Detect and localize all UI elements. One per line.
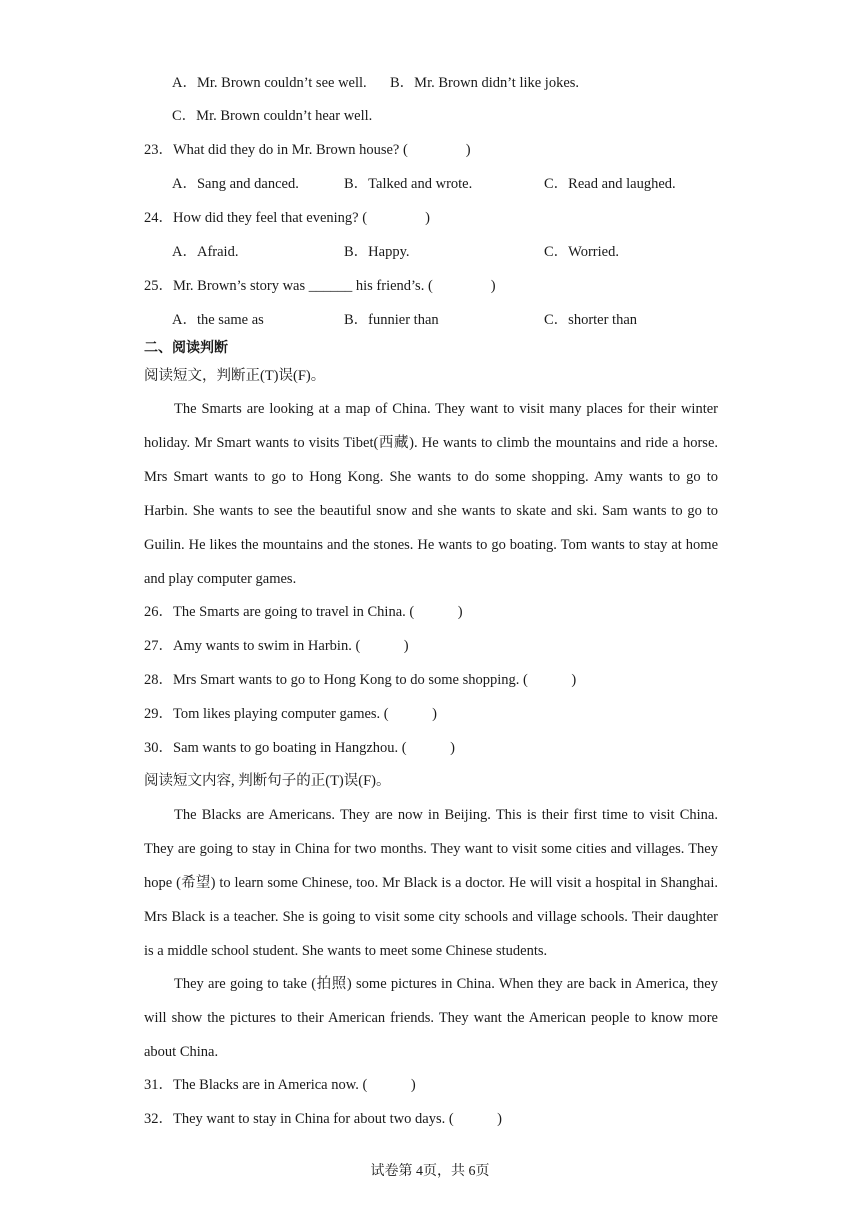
q25-option-c: C．shorter than xyxy=(544,312,638,328)
q29: 29．Tom likes playing computer games. ( ) xyxy=(144,706,437,722)
q24-option-b: B．Happy. xyxy=(344,244,410,260)
q22-option-a: A．Mr. Brown couldn’t see well. xyxy=(172,75,367,91)
q27: 27．Amy wants to swim in Harbin. ( ) xyxy=(144,638,409,654)
q22-option-b: B．Mr. Brown didn’t like jokes. xyxy=(390,75,580,91)
q24-option-a: A．Afraid. xyxy=(172,244,239,260)
q23-option-a: A．Sang and danced. xyxy=(172,176,299,192)
q25-option-b: B．funnier than xyxy=(344,312,439,328)
q23-option-b: B．Talked and wrote. xyxy=(344,176,473,192)
passage-1-text: The Smarts are looking at a map of China. They want to visit many places for their winter holiday. Mr Smart wants to visits Tibet(西藏). He wants to climb the mountains and ride a horse. Mrs Smart wants to go to Hong Kong. She wants to do some shopping. Amy wants to go to Harbin. She wants to see the beautiful snow and she wants to skate and ski. Sam wants to go to Guilin. He likes the mountains and the stones. He wants to go boating. Tom wants to stay at home and play computer games. xyxy=(144,401,718,587)
q24-option-c: C．Worried. xyxy=(544,244,619,260)
q28: 28．Mrs Smart wants to go to Hong Kong to do some shopping. ( ) xyxy=(144,672,577,688)
q22-option-c: C．Mr. Brown couldn’t hear well. xyxy=(172,108,373,124)
q30: 30．Sam wants to go boating in Hangzhou. ( ) xyxy=(144,740,455,756)
q23-stem: 23．What did they do in Mr. Brown house? ( ) xyxy=(144,142,471,158)
q26: 26．The Smarts are going to travel in China. ( ) xyxy=(144,604,463,620)
passage-2-paragraph-1 xyxy=(144,798,718,968)
instruction-1: 阅读短文，判断正(T)误(F)。 xyxy=(144,368,326,384)
q32: 32．They want to stay in China for about two days. ( ) xyxy=(144,1111,503,1127)
q31: 31．The Blacks are in America now. ( ) xyxy=(144,1077,416,1093)
instruction-2: 阅读短文内容, 判断句子的正(T)误(F)。 xyxy=(144,773,391,789)
q24-stem: 24．How did they feel that evening? ( ) xyxy=(144,210,430,226)
passage-2-paragraph-2 xyxy=(144,967,718,1069)
page-footer: 试卷第 4页，共 6页 xyxy=(370,1164,490,1179)
q25-stem: 25．Mr. Brown’s story was ______ his friend’s. ( ) xyxy=(144,278,496,294)
section-heading: 二、阅读判断 xyxy=(144,340,228,356)
passage-2-p1-text: The Blacks are Americans. They are now in Beijing. This is their first time to visit China. They are going to stay in China for two months. They want to visit some cities and villages. They hope (希望) to learn some Chinese, too. Mr Black is a doctor. He will visit a hospital in Shanghai. Mrs Black is a teacher. She is going to visit some city schools and village schools. Their daughter is a middle school student. She wants to meet some Chinese students. xyxy=(144,807,718,959)
q25-option-a: A．the same as xyxy=(172,312,264,328)
passage-1 xyxy=(144,392,718,596)
q23-option-c: C．Read and laughed. xyxy=(544,176,676,192)
passage-2-p2-text: They are going to take (拍照) some pictures in China. When they are back in America, they will show the pictures to their American friends. They want the American people to know more about China. xyxy=(144,976,718,1060)
